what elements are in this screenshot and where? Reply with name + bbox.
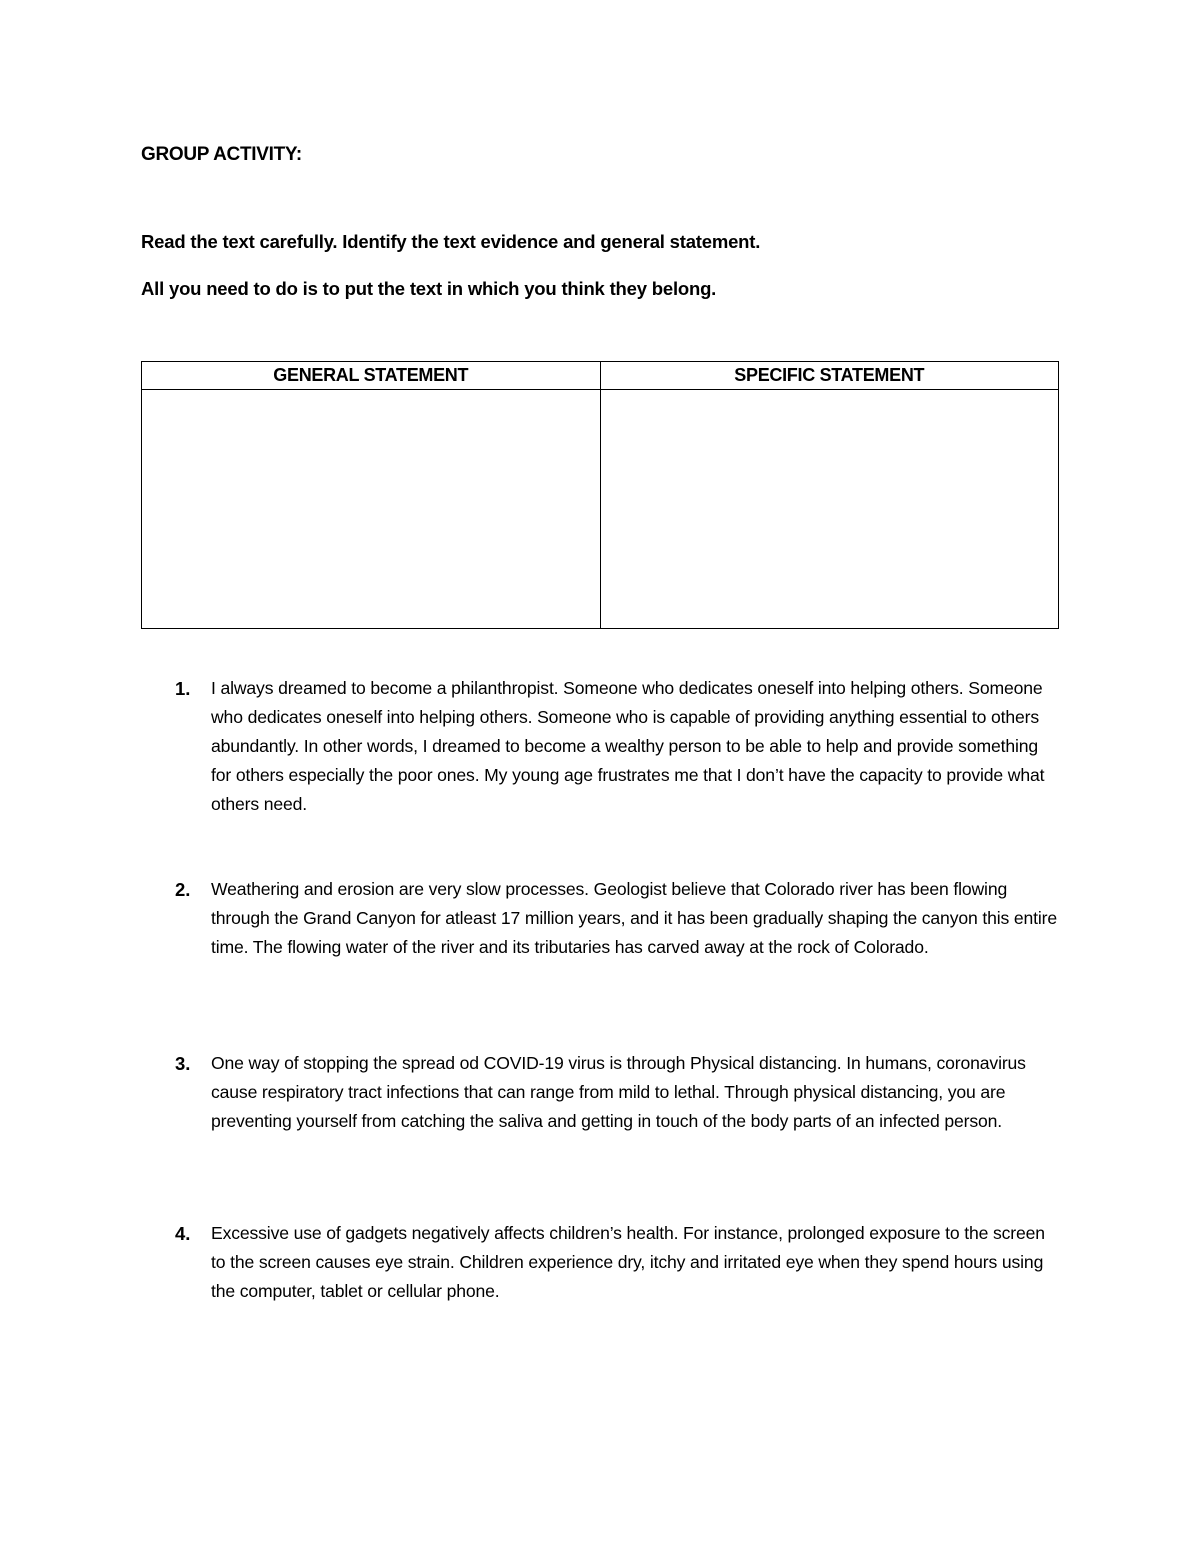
passage-text: Weathering and erosion are very slow processes. Geologist believe that Colorado river has been flowing through the Grand Canyon for atleast 17 million years, and it has been gradually shaping the canyon this entire time. The flowing water of the river and its tributaries has carved away at the rock of Colorado. [211, 879, 1057, 957]
passage-text: I always dreamed to become a philanthropist. Someone who dedicates oneself into helping others. Someone who dedicates oneself into helping others. Someone who is capable of providing anything essential to others abundantly. In other words, I dreamed to become a wealthy person to be able to help and provide something for others especially the poor ones. My young age frustrates me that I don’t have the capacity to provide what others need. [211, 678, 1045, 814]
table-row [142, 390, 1059, 629]
passage-number: 2. [175, 879, 191, 900]
activity-heading: GROUP ACTIVITY: [141, 144, 302, 165]
general-statement-cell[interactable] [142, 390, 601, 629]
passage-number: 1. [175, 678, 191, 699]
passage-text: Excessive use of gadgets negatively affects children’s health. For instance, prolonged exposure to the screen to the screen causes eye strain. Children experience dry, itchy and irritated eye when they spend hours using the computer, tablet or cellular phone. [211, 1223, 1045, 1301]
general-statement-header: GENERAL STATEMENT [142, 362, 601, 390]
passage-text: One way of stopping the spread od COVID-19 virus is through Physical distancing. In humans, coronavirus cause respiratory tract infections that can range from mild to lethal. Through physical distancing, you are preventing yourself from catching the saliva and getting in touch of the body parts of an infected person. [211, 1053, 1026, 1131]
table-header-row [142, 362, 1059, 390]
specific-statement-cell[interactable] [600, 390, 1059, 629]
instruction-line-2: All you need to do is to put the text in which you think they belong. [141, 278, 717, 299]
instruction-line-1: Read the text carefully. Identify the text evidence and general statement. [141, 231, 761, 252]
statement-sorting-table [141, 361, 1059, 629]
passage-number: 4. [175, 1223, 191, 1244]
specific-statement-header: SPECIFIC STATEMENT [600, 362, 1059, 390]
passage-number: 3. [175, 1053, 191, 1074]
